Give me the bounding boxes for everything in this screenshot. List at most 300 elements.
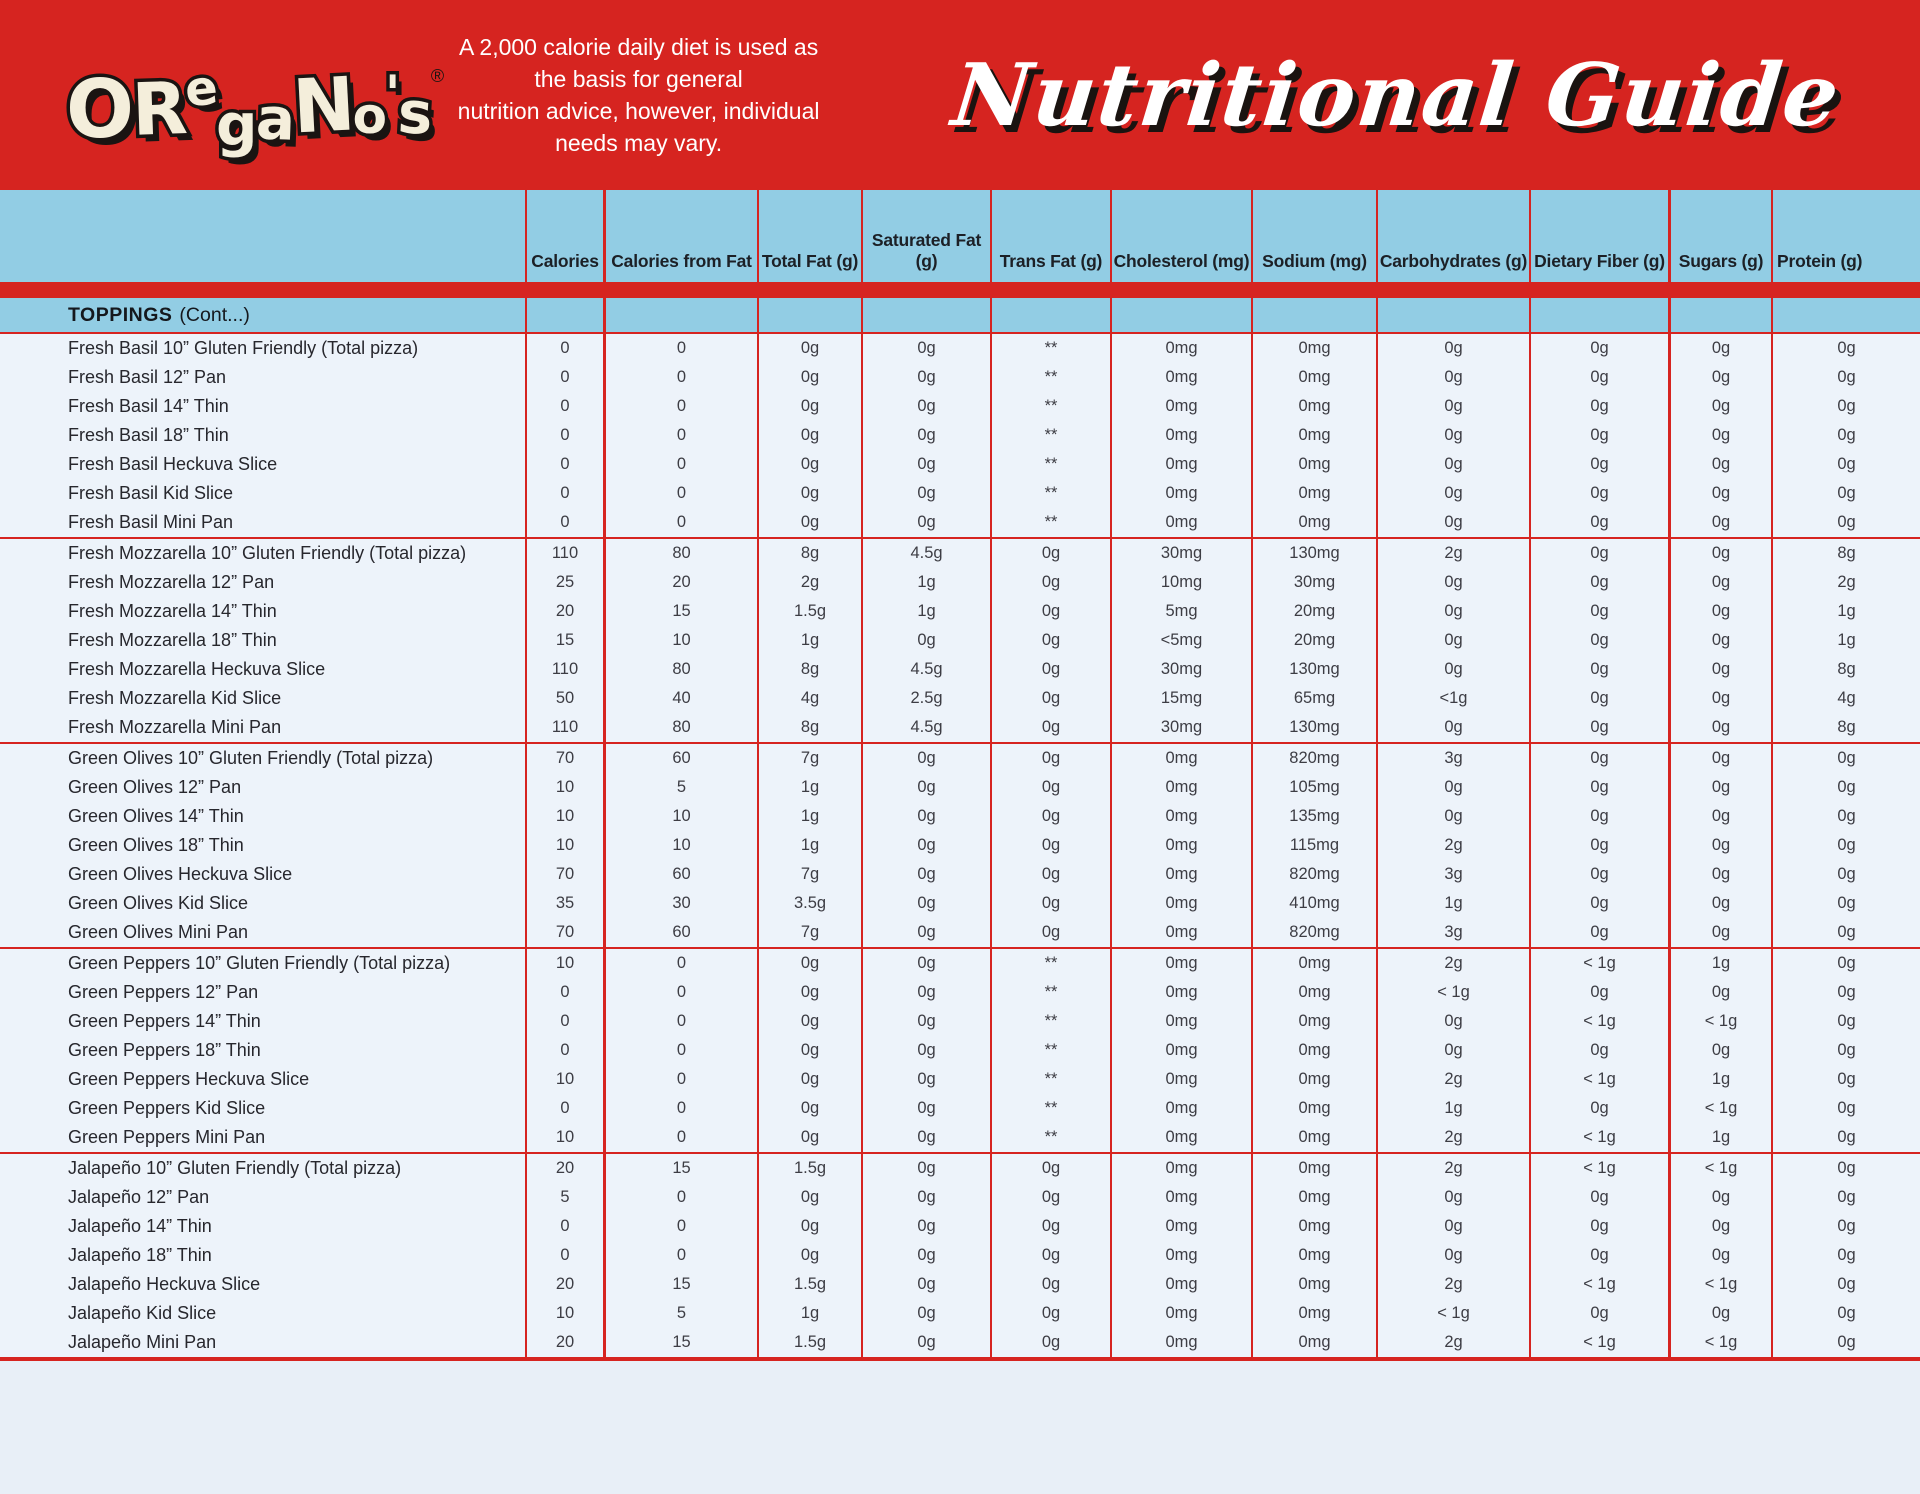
cell-value: 0g bbox=[863, 626, 992, 655]
cell-value: 0g bbox=[1837, 1217, 1856, 1235]
cell-value: 3g bbox=[1378, 860, 1531, 889]
cell-value: 0mg bbox=[1112, 978, 1253, 1007]
section-header bbox=[0, 298, 527, 332]
row-label: Fresh Basil 12” Pan bbox=[0, 363, 527, 392]
cell-value: 0mg bbox=[1253, 1241, 1378, 1270]
cell-value: 0mg bbox=[1112, 1036, 1253, 1065]
cell-value: 0mg bbox=[1253, 1212, 1378, 1241]
cell-value: 105mg bbox=[1253, 773, 1378, 802]
oreganos-logo bbox=[66, 40, 445, 159]
cell-value: 0g bbox=[992, 1154, 1112, 1183]
cell-value: 0mg bbox=[1253, 479, 1378, 508]
row-label: Green Olives Kid Slice bbox=[0, 889, 527, 918]
row-label: Fresh Basil Mini Pan bbox=[0, 508, 527, 537]
cell-value: 0mg bbox=[1253, 508, 1378, 537]
cell-value: 0g bbox=[863, 978, 992, 1007]
cell-value: 25 bbox=[527, 568, 606, 597]
row-label: Green Peppers 14” Thin bbox=[0, 1007, 527, 1036]
cell-value: 0g bbox=[1378, 508, 1531, 537]
cell-value: < 1g bbox=[1671, 1094, 1773, 1123]
cell-value: 0g bbox=[1531, 918, 1671, 947]
table-row bbox=[0, 918, 1920, 947]
section-cell bbox=[1253, 298, 1378, 332]
cell-value: 130mg bbox=[1253, 713, 1378, 742]
cell-value: 0g bbox=[992, 1212, 1112, 1241]
cell-value: 0g bbox=[1837, 1275, 1856, 1293]
cell-value: 3.5g bbox=[759, 889, 863, 918]
cell-value: 0g bbox=[863, 479, 992, 508]
cell-value: 0g bbox=[1378, 1183, 1531, 1212]
cell-value: 0g bbox=[759, 1007, 863, 1036]
table-row bbox=[0, 1328, 1920, 1357]
cell-value: 0g bbox=[863, 392, 992, 421]
cell-value: 0 bbox=[527, 334, 606, 363]
cell-value: < 1g bbox=[1671, 1007, 1773, 1036]
cell-value: 0 bbox=[527, 421, 606, 450]
cell-value: ** bbox=[992, 479, 1112, 508]
cell-value: 0g bbox=[1837, 1188, 1856, 1206]
row-label: Green Olives 12” Pan bbox=[0, 773, 527, 802]
cell-value: 7g bbox=[759, 744, 863, 773]
cell-value: 50 bbox=[527, 684, 606, 713]
cell-value: 0 bbox=[527, 1094, 606, 1123]
table-row bbox=[0, 713, 1920, 742]
cell-value: 0g bbox=[1671, 597, 1773, 626]
cell-value: 70 bbox=[527, 918, 606, 947]
cell-value: 0g bbox=[759, 1123, 863, 1152]
cell-value: 0g bbox=[863, 508, 992, 537]
cell-value: ** bbox=[992, 1123, 1112, 1152]
cell-value: 1g bbox=[863, 568, 992, 597]
cell-value: 135mg bbox=[1253, 802, 1378, 831]
cell-value: 5 bbox=[606, 1299, 759, 1328]
cell-value: 0g bbox=[1671, 1036, 1773, 1065]
section-title: TOPPINGS bbox=[68, 303, 173, 326]
column-header: Dietary Fiber (g) bbox=[1531, 190, 1671, 282]
section-subtitle: (Cont...) bbox=[179, 303, 250, 326]
cell-value: 0g bbox=[1378, 1036, 1531, 1065]
cell-value: 0g bbox=[863, 889, 992, 918]
cell-value: 0mg bbox=[1112, 392, 1253, 421]
cell-value: 0g bbox=[992, 684, 1112, 713]
cell-value: 0g bbox=[1531, 1094, 1671, 1123]
cell-value: 0g bbox=[1531, 626, 1671, 655]
cell-value: 0 bbox=[527, 1007, 606, 1036]
cell-value: 0g bbox=[863, 1036, 992, 1065]
cell-value: 0g bbox=[1531, 744, 1671, 773]
cell-value: 0g bbox=[992, 1183, 1112, 1212]
cell-value: 820mg bbox=[1253, 918, 1378, 947]
table-row bbox=[0, 1212, 1920, 1241]
cell-value: 0g bbox=[1837, 1099, 1856, 1117]
cell-value: 0g bbox=[1671, 479, 1773, 508]
cell-value: 0g bbox=[1837, 923, 1856, 941]
cell-value: 1.5g bbox=[759, 597, 863, 626]
cell-value: 0g bbox=[1837, 865, 1856, 883]
cell-value: 0g bbox=[1378, 334, 1531, 363]
cell-value: 0mg bbox=[1112, 1094, 1253, 1123]
cell-value: 0 bbox=[606, 1123, 759, 1152]
cell-value: 3g bbox=[1378, 744, 1531, 773]
table-row bbox=[0, 978, 1920, 1007]
row-label: Green Peppers Heckuva Slice bbox=[0, 1065, 527, 1094]
cell-value: 0g bbox=[1531, 508, 1671, 537]
table-row bbox=[0, 392, 1920, 421]
row-group bbox=[0, 949, 1920, 1154]
table-row bbox=[0, 889, 1920, 918]
cell-value: 0g bbox=[992, 655, 1112, 684]
cell-value: 0g bbox=[1378, 626, 1531, 655]
cell-value: 110 bbox=[527, 713, 606, 742]
cell-value: ** bbox=[992, 1065, 1112, 1094]
cell-value: 1.5g bbox=[759, 1154, 863, 1183]
cell-value: 2g bbox=[1837, 573, 1856, 591]
cell-value: 10 bbox=[527, 773, 606, 802]
cell-value: 8g bbox=[759, 539, 863, 568]
cell-value: 1g bbox=[1837, 631, 1856, 649]
cell-value: 0g bbox=[1531, 889, 1671, 918]
row-label: Fresh Basil 10” Gluten Friendly (Total pizza) bbox=[0, 334, 527, 363]
cell-value: < 1g bbox=[1531, 1154, 1671, 1183]
cell-value: 0g bbox=[1837, 1041, 1856, 1059]
row-label: Green Peppers 12” Pan bbox=[0, 978, 527, 1007]
cell-value: 5mg bbox=[1112, 597, 1253, 626]
cell-value: 0mg bbox=[1112, 508, 1253, 537]
cell-value: 30 bbox=[606, 889, 759, 918]
table-row bbox=[0, 684, 1920, 713]
cell-value: 0g bbox=[1531, 568, 1671, 597]
cell-value: 0g bbox=[863, 1123, 992, 1152]
cell-value: 0g bbox=[759, 1036, 863, 1065]
cell-value: 20mg bbox=[1253, 626, 1378, 655]
cell-value: 0g bbox=[1671, 978, 1773, 1007]
cell-value: 1g bbox=[1378, 1094, 1531, 1123]
table-row bbox=[0, 568, 1920, 597]
cell-value: 0g bbox=[1378, 1241, 1531, 1270]
cell-value: 0mg bbox=[1112, 479, 1253, 508]
cell-value: 0g bbox=[1531, 1299, 1671, 1328]
cell-value: 0 bbox=[527, 392, 606, 421]
red-separator-band bbox=[0, 282, 1920, 298]
cell-value: 0g bbox=[759, 1094, 863, 1123]
cell-value: 0g bbox=[759, 334, 863, 363]
table-row bbox=[0, 1154, 1920, 1183]
cell-value: 20 bbox=[527, 1270, 606, 1299]
cell-value: <5mg bbox=[1112, 626, 1253, 655]
cell-value: 2g bbox=[1378, 1065, 1531, 1094]
cell-value: 0g bbox=[1378, 773, 1531, 802]
cell-value: 0mg bbox=[1112, 450, 1253, 479]
column-header: Calories bbox=[527, 190, 606, 282]
table-row bbox=[0, 539, 1920, 568]
cell-value: 8g bbox=[759, 713, 863, 742]
cell-value: < 1g bbox=[1671, 1154, 1773, 1183]
cell-value: 0g bbox=[1671, 918, 1773, 947]
cell-value: 0g bbox=[863, 421, 992, 450]
cell-value: 15 bbox=[606, 1328, 759, 1357]
cell-value: 0g bbox=[992, 802, 1112, 831]
cell-value: 110 bbox=[527, 539, 606, 568]
cell-value: 0g bbox=[1671, 392, 1773, 421]
row-label: Jalapeño Heckuva Slice bbox=[0, 1270, 527, 1299]
cell-value: 0g bbox=[1671, 1183, 1773, 1212]
cell-value: 0g bbox=[1671, 508, 1773, 537]
cell-value: 0g bbox=[992, 1299, 1112, 1328]
cell-value: 60 bbox=[606, 918, 759, 947]
cell-value: 8g bbox=[1837, 660, 1856, 678]
table-row bbox=[0, 363, 1920, 392]
column-header: Sugars (g) bbox=[1671, 190, 1773, 282]
cell-value: 0g bbox=[863, 1154, 992, 1183]
row-label: Jalapeño 14” Thin bbox=[0, 1212, 527, 1241]
cell-value: 8g bbox=[1837, 718, 1856, 736]
cell-value: 0 bbox=[527, 450, 606, 479]
cell-value: 5 bbox=[527, 1183, 606, 1212]
cell-value: 60 bbox=[606, 860, 759, 889]
cell-value: 0g bbox=[1837, 778, 1856, 796]
cell-value: 4.5g bbox=[863, 655, 992, 684]
cell-value: 15 bbox=[606, 1154, 759, 1183]
cell-value: 0g bbox=[1531, 978, 1671, 1007]
cell-value: 0g bbox=[1671, 539, 1773, 568]
cell-value: 0g bbox=[992, 889, 1112, 918]
cell-value: 0g bbox=[1837, 368, 1856, 386]
row-label: Green Olives 18” Thin bbox=[0, 831, 527, 860]
cell-value: 10 bbox=[527, 1299, 606, 1328]
cell-value: < 1g bbox=[1671, 1328, 1773, 1357]
cell-value: 0g bbox=[1837, 484, 1856, 502]
cell-value: 0mg bbox=[1253, 1270, 1378, 1299]
cell-value: 0mg bbox=[1253, 1094, 1378, 1123]
cell-value: 0g bbox=[1837, 894, 1856, 912]
cell-value: 0 bbox=[606, 1094, 759, 1123]
cell-value: 0g bbox=[759, 450, 863, 479]
cell-value: 0g bbox=[1378, 479, 1531, 508]
cell-value: 0g bbox=[759, 363, 863, 392]
cell-value: 2g bbox=[1378, 1328, 1531, 1357]
cell-value: 0g bbox=[992, 1270, 1112, 1299]
cell-value: 0mg bbox=[1253, 421, 1378, 450]
cell-value: 0 bbox=[606, 1007, 759, 1036]
cell-value: 0mg bbox=[1253, 392, 1378, 421]
cell-value: 0g bbox=[1837, 1128, 1856, 1146]
disclaimer-line-1: A 2,000 calorie daily diet is used as the basis for general bbox=[458, 34, 819, 92]
cell-value: 1g bbox=[863, 597, 992, 626]
cell-value: 0 bbox=[527, 508, 606, 537]
cell-value: 0g bbox=[1837, 339, 1856, 357]
table-row bbox=[0, 1183, 1920, 1212]
cell-value: 80 bbox=[606, 713, 759, 742]
cell-value: 0g bbox=[1671, 568, 1773, 597]
cell-value: 35 bbox=[527, 889, 606, 918]
column-header: Sodium (mg) bbox=[1253, 190, 1378, 282]
cell-value: 1g bbox=[1378, 889, 1531, 918]
cell-value: 0g bbox=[1671, 802, 1773, 831]
cell-value: 65mg bbox=[1253, 684, 1378, 713]
cell-value: 1g bbox=[1671, 949, 1773, 978]
cell-value: 0g bbox=[863, 860, 992, 889]
table-row bbox=[0, 802, 1920, 831]
cell-value: 10 bbox=[527, 1123, 606, 1152]
cell-value: 0 bbox=[527, 1241, 606, 1270]
section-cell bbox=[1773, 298, 1920, 332]
row-label: Jalapeño 12” Pan bbox=[0, 1183, 527, 1212]
cell-value: 0g bbox=[863, 1270, 992, 1299]
table-row bbox=[0, 1123, 1920, 1152]
cell-value: 0g bbox=[992, 831, 1112, 860]
cell-value: < 1g bbox=[1378, 978, 1531, 1007]
cell-value: 0g bbox=[1378, 597, 1531, 626]
cell-value: 0mg bbox=[1112, 1328, 1253, 1357]
table-row bbox=[0, 421, 1920, 450]
cell-value: 0mg bbox=[1253, 1328, 1378, 1357]
cell-value: 0 bbox=[527, 1036, 606, 1065]
cell-value: 0g bbox=[863, 1065, 992, 1094]
cell-value: 4g bbox=[759, 684, 863, 713]
cell-value: 0 bbox=[606, 1241, 759, 1270]
cell-value: 0g bbox=[1531, 713, 1671, 742]
cell-value: 0 bbox=[527, 1212, 606, 1241]
column-header: Protein (g) bbox=[1777, 251, 1863, 271]
table-row bbox=[0, 655, 1920, 684]
cell-value: <1g bbox=[1378, 684, 1531, 713]
cell-value: 0mg bbox=[1112, 1241, 1253, 1270]
row-label: Fresh Mozzarella 10” Gluten Friendly (Total pizza) bbox=[0, 539, 527, 568]
cell-value: 0 bbox=[606, 1036, 759, 1065]
cell-value: 0g bbox=[1378, 1212, 1531, 1241]
row-group bbox=[0, 744, 1920, 949]
cell-value: 0g bbox=[992, 539, 1112, 568]
cell-value: 7g bbox=[759, 918, 863, 947]
cell-value: 0mg bbox=[1253, 363, 1378, 392]
cell-value: 0g bbox=[992, 860, 1112, 889]
cell-value: 0g bbox=[863, 1328, 992, 1357]
calorie-disclaimer bbox=[444, 31, 953, 159]
cell-value: 0g bbox=[1378, 655, 1531, 684]
cell-value: 80 bbox=[606, 539, 759, 568]
cell-value: 0g bbox=[992, 1328, 1112, 1357]
cell-value: 7g bbox=[759, 860, 863, 889]
page-title: Nutritional Guide bbox=[947, 44, 1846, 146]
cell-value: 0 bbox=[606, 508, 759, 537]
cell-value: ** bbox=[992, 949, 1112, 978]
cell-value: 0g bbox=[1531, 773, 1671, 802]
cell-value: 0g bbox=[1531, 421, 1671, 450]
row-label: Fresh Mozzarella Kid Slice bbox=[0, 684, 527, 713]
cell-value: 4.5g bbox=[863, 713, 992, 742]
row-label: Green Peppers Mini Pan bbox=[0, 1123, 527, 1152]
row-label: Fresh Basil 14” Thin bbox=[0, 392, 527, 421]
table-row bbox=[0, 479, 1920, 508]
cell-value: 0g bbox=[1671, 1212, 1773, 1241]
cell-value: 0mg bbox=[1112, 802, 1253, 831]
cell-value: 0g bbox=[1378, 421, 1531, 450]
cell-value: 1g bbox=[759, 831, 863, 860]
cell-value: 10 bbox=[606, 802, 759, 831]
table-row bbox=[0, 1094, 1920, 1123]
cell-value: 0g bbox=[1531, 831, 1671, 860]
cell-value: 0g bbox=[1378, 802, 1531, 831]
cell-value: 0mg bbox=[1112, 889, 1253, 918]
cell-value: 2g bbox=[1378, 949, 1531, 978]
cell-value: 0g bbox=[1378, 713, 1531, 742]
cell-value: 0mg bbox=[1112, 744, 1253, 773]
cell-value: 20 bbox=[527, 1154, 606, 1183]
cell-value: 30mg bbox=[1253, 568, 1378, 597]
cell-value: 0mg bbox=[1112, 831, 1253, 860]
cell-value: 0g bbox=[1837, 455, 1856, 473]
column-header: Carbohydrates (g) bbox=[1378, 190, 1531, 282]
cell-value: 0 bbox=[527, 363, 606, 392]
cell-value: 0 bbox=[606, 978, 759, 1007]
cell-value: 30mg bbox=[1112, 713, 1253, 742]
cell-value: 70 bbox=[527, 860, 606, 889]
cell-value: 0g bbox=[1837, 1304, 1856, 1322]
cell-value: 0g bbox=[759, 421, 863, 450]
cell-value: 2g bbox=[1378, 1123, 1531, 1152]
cell-value: 0g bbox=[759, 1065, 863, 1094]
cell-value: 0mg bbox=[1112, 918, 1253, 947]
cell-value: 820mg bbox=[1253, 860, 1378, 889]
cell-value: 60 bbox=[606, 744, 759, 773]
cell-value: < 1g bbox=[1671, 1270, 1773, 1299]
cell-value: 10 bbox=[527, 1065, 606, 1094]
column-header: Saturated Fat (g) bbox=[863, 190, 992, 282]
column-header: Total Fat (g) bbox=[759, 190, 863, 282]
cell-value: 30mg bbox=[1112, 655, 1253, 684]
section-cell bbox=[759, 298, 863, 332]
cell-value: 0g bbox=[1531, 392, 1671, 421]
cell-value: 0g bbox=[863, 1094, 992, 1123]
table-row bbox=[0, 1299, 1920, 1328]
cell-value: 0g bbox=[992, 626, 1112, 655]
cell-value: 5 bbox=[606, 773, 759, 802]
cell-value: 0g bbox=[1531, 1183, 1671, 1212]
table-body bbox=[0, 334, 1920, 1361]
cell-value: 15 bbox=[527, 626, 606, 655]
row-label: Fresh Mozzarella 18” Thin bbox=[0, 626, 527, 655]
row-label: Fresh Mozzarella 12” Pan bbox=[0, 568, 527, 597]
cell-value: 0g bbox=[1378, 450, 1531, 479]
cell-value: 0g bbox=[863, 1183, 992, 1212]
cell-value: 0g bbox=[1531, 1241, 1671, 1270]
cell-value: 0 bbox=[527, 479, 606, 508]
cell-value: 0 bbox=[606, 334, 759, 363]
section-cell bbox=[1671, 298, 1773, 332]
disclaimer-line-2: nutrition advice, however, individual needs may vary. bbox=[457, 98, 820, 156]
cell-value: ** bbox=[992, 1036, 1112, 1065]
cell-value: 0mg bbox=[1112, 1154, 1253, 1183]
cell-value: 0g bbox=[1837, 1070, 1856, 1088]
cell-value: 0g bbox=[1671, 450, 1773, 479]
cell-value: 15 bbox=[606, 1270, 759, 1299]
cell-value: 3g bbox=[1378, 918, 1531, 947]
cell-value: 0g bbox=[1671, 655, 1773, 684]
section-cell bbox=[1378, 298, 1531, 332]
cell-value: < 1g bbox=[1531, 949, 1671, 978]
cell-value: 0mg bbox=[1253, 450, 1378, 479]
row-label: Fresh Mozzarella 14” Thin bbox=[0, 597, 527, 626]
cell-value: 2g bbox=[1378, 831, 1531, 860]
cell-value: 0g bbox=[1837, 983, 1856, 1001]
cell-value: 0g bbox=[1531, 1036, 1671, 1065]
header-band bbox=[0, 0, 1920, 190]
cell-value: 0g bbox=[1671, 773, 1773, 802]
cell-value: 20 bbox=[527, 597, 606, 626]
table-row bbox=[0, 744, 1920, 773]
cell-value: 0 bbox=[606, 949, 759, 978]
table-row bbox=[0, 1065, 1920, 1094]
